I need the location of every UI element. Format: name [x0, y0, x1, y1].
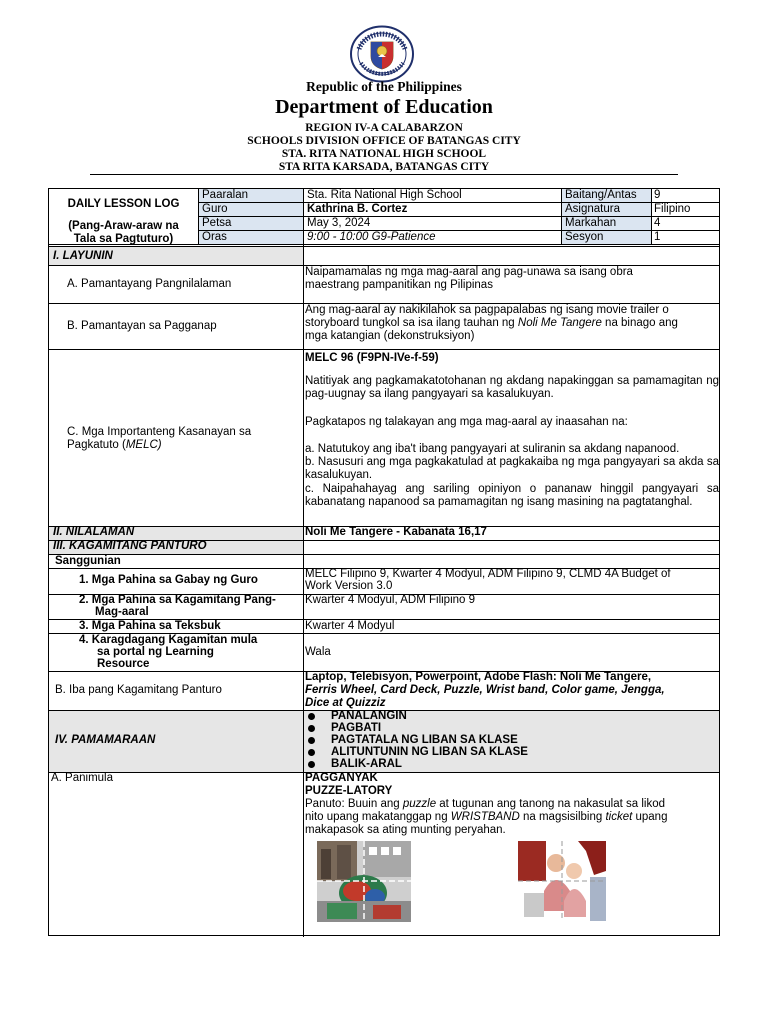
gabay-ng-guro-line2: Work Version 3.0	[305, 580, 393, 592]
sanggunian-label: Sanggunian	[55, 555, 121, 567]
panuto-line1: Panuto: Buuin ang puzzle at tugunan ang tanong na nakasulat sa likod	[305, 798, 665, 810]
pamantayang-pangnilalaman-line1: Naipamamalas ng mga mag-aaral ang pag-unawa sa isang obra	[305, 266, 633, 278]
nilalaman-value: Noli Me Tangere - Kabanata 16,17	[305, 526, 487, 538]
gabay-ng-guro-label: 1. Mga Pahina sa Gabay ng Guro	[79, 574, 258, 586]
address-line: STA RITA KARSADA, BATANGAS CITY	[278, 161, 490, 173]
guro-label: Guro	[202, 203, 228, 215]
panimula-label: A. Panimula	[51, 772, 114, 784]
pagganyak-heading: PAGGANYAK	[305, 772, 378, 784]
oras-label: Oras	[202, 231, 227, 243]
teksbuk-value: Kwarter 4 Modyul	[305, 620, 395, 632]
asignatura-value: Filipino	[654, 203, 691, 215]
country-heading: Republic of the Philippines	[306, 79, 462, 94]
oras-value: 9:00 - 10:00 G9-Patience	[307, 231, 436, 243]
melc-code: MELC 96 (F9PN-IVe-f-59)	[305, 352, 439, 364]
paaralan-value: Sta. Rita National High School	[307, 189, 462, 201]
layunin-heading: I. LAYUNIN	[53, 250, 113, 262]
baitang-label: Baitang/Antas	[565, 189, 637, 201]
panuto-line2: nito upang makatanggap ng WRISTBAND na magsisilbing ticket upang	[305, 811, 668, 823]
melc-objective-a: a. Natutukoy ang iba't ibang pangyayari at suliranin sa akdang napanood.	[305, 443, 680, 455]
sesyon-value: 1	[654, 231, 661, 243]
pamantayan-sa-pagganap-label: B. Pamantayan sa Pagganap	[67, 320, 217, 332]
sesyon-label: Sesyon	[565, 231, 604, 243]
daily-lesson-log-table	[48, 188, 720, 936]
kagamitang-pang-mag-aaral-value: Kwarter 4 Modyul, ADM Filipino 9	[305, 594, 476, 606]
department-title: Department of Education	[275, 96, 493, 118]
panuto-line3: makapasok sa ating munting peryahan.	[305, 824, 506, 836]
bullet-icon	[308, 761, 315, 768]
pamantayang-pangnilalaman-label: A. Pamantayang Pangnilalaman	[67, 278, 232, 290]
kagamitan-heading: III. KAGAMITANG PANTURO	[53, 540, 207, 552]
pamamaraan-item-4: ALITUNTUNIN NG LIBAN SA KLASE	[331, 746, 528, 758]
kagamitang-pang-mag-aaral-label: 2. Mga Pahina sa Kagamitang Pang-	[79, 594, 276, 606]
nilalaman-heading: II. NILALAMAN	[53, 526, 135, 538]
region-line: REGION IV-A CALABARZON	[305, 122, 463, 134]
iba-pang-kagamitan-line1: Laptop, Telebisyon, Powerpoint, Adobe Flash: Noli Me Tangere,	[305, 671, 652, 683]
iba-pang-kagamitan-line2: Ferris Wheel, Card Deck, Puzzle, Wrist band, Color game, Jengga,	[305, 684, 665, 696]
melc-label-line2: Pagkatuto (MELC)	[67, 439, 162, 451]
puzzle-image-2	[518, 841, 606, 921]
melc-label-line1: C. Mga Importanteng Kasanayan sa	[67, 426, 252, 438]
karagdagang-kagamitan-label-2: sa portal ng Learning	[97, 646, 214, 658]
division-line: SCHOOLS DIVISION OFFICE OF BATANGAS CITY	[247, 135, 521, 147]
bullet-icon	[308, 749, 315, 756]
pamamaraan-item-5: BALIK-ARAL	[331, 758, 402, 770]
bullet-icon	[308, 737, 315, 744]
karagdagang-kagamitan-label-3: Resource	[97, 658, 150, 670]
pamamaraan-item-2: PAGBATI	[331, 722, 382, 734]
petsa-label: Petsa	[202, 217, 232, 229]
melc-natitiyak-text: Natitiyak ang pagkamakatotohanan ng akdang napakinggan sa pamamagitan ng pag-uugnay sa ilang pangyayari sa kasalukuyan.	[305, 375, 719, 401]
markahan-label: Markahan	[565, 217, 617, 229]
pamantayang-pangnilalaman-line2: maestrang pampanitikan ng Pilipinas	[305, 279, 493, 291]
melc-pagkatapos-text: Pagkatapos ng talakayan ang mga mag-aaral ay inaasahan na:	[305, 416, 628, 428]
karagdagang-kagamitan-value: Wala	[305, 646, 331, 658]
melc-objective-c: c. Naipahahayag ang sariling opiniyon o pananaw hinggil pangyayari sa kabanatang napanood sa pamamagitan ng isang masining na pagtatanghal.	[305, 483, 719, 509]
markahan-value: 4	[654, 217, 661, 229]
petsa-value: May 3, 2024	[307, 217, 371, 229]
daily-lesson-log-subtitle-2: Tala sa Pagtuturo)	[73, 233, 174, 245]
baitang-value: 9	[654, 189, 661, 201]
pamantayan-sa-pagganap-line1: Ang mag-aaral ay nakikilahok sa pagpapalabas ng isang movie trailer o	[305, 304, 669, 316]
teksbuk-label: 3. Mga Pahina sa Teksbuk	[79, 620, 221, 632]
deped-seal-logo	[349, 25, 415, 83]
gabay-ng-guro-line1: MELC Filipino 9, Kwarter 4 Modyul, ADM Filipino 9, CLMD 4A Budget of	[305, 568, 671, 580]
iba-pang-kagamitan-line3: Dice at Quizziz	[305, 697, 386, 709]
asignatura-label: Asignatura	[565, 203, 620, 215]
pamamaraan-heading: IV. PAMAMARAAN	[55, 734, 156, 746]
bullet-icon	[308, 725, 315, 732]
daily-lesson-log-subtitle: (Pang-Araw-araw na	[68, 220, 179, 232]
iba-pang-kagamitan-label: B. Iba pang Kagamitang Panturo	[55, 684, 222, 696]
school-line: STA. RITA NATIONAL HIGH SCHOOL	[281, 148, 487, 160]
bullet-icon	[308, 713, 315, 720]
puzzle-image-1	[317, 841, 411, 922]
pamantayan-sa-pagganap-line3: mga katangian (dekonstruksiyon)	[305, 330, 475, 342]
puzzle-activity-title: PUZZE-LATORY	[305, 785, 393, 797]
melc-objective-b: b. Nasusuri ang mga pagkakatulad at pagkakaiba ng mga pangyayari sa akda sa kasalukuyan.	[305, 456, 719, 482]
pamamaraan-item-1: PANALANGIN	[331, 710, 407, 722]
pamantayan-sa-pagganap-line2: storyboard tungkol sa isa ilang tauhan ng Noli Me Tangere na binago ang	[305, 317, 678, 329]
paaralan-label: Paaralan	[202, 189, 249, 201]
header-divider	[90, 174, 678, 175]
kagamitang-pang-mag-aaral-label-2: Mag-aaral	[95, 606, 149, 618]
pamamaraan-item-3: PAGTATALA NG LIBAN SA KLASE	[331, 734, 518, 746]
daily-lesson-log-title: DAILY LESSON LOG	[67, 198, 180, 210]
guro-value: Kathrina B. Cortez	[307, 203, 408, 215]
karagdagang-kagamitan-label: 4. Karagdagang Kagamitan mula	[79, 634, 258, 646]
